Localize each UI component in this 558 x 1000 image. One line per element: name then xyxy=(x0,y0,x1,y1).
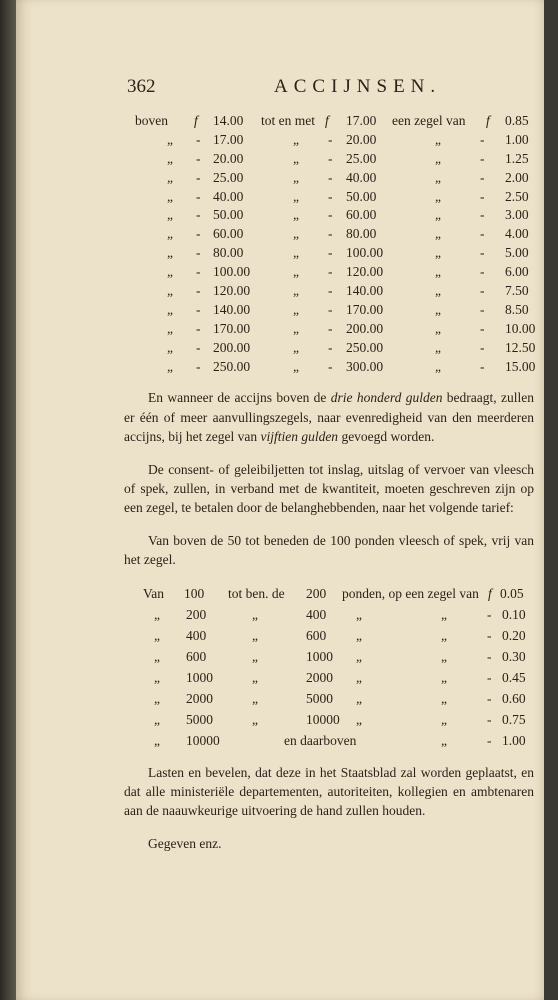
cell-stamp-value: 0.05 xyxy=(500,585,524,601)
dash-mark: - xyxy=(487,627,492,643)
cell-weight-to: 200 xyxy=(306,585,327,601)
cell-amount-from: 14.00 xyxy=(213,113,244,128)
dash-mark: - xyxy=(196,188,201,204)
cell-stamp-value: 0.45 xyxy=(502,669,526,685)
ditto-mark: „ xyxy=(441,627,447,643)
ditto-mark: „ xyxy=(435,339,441,355)
ditto-mark: „ xyxy=(356,606,362,622)
ditto-mark: „ xyxy=(435,207,441,223)
cell-van: Van xyxy=(143,585,164,601)
cell-weight-from: 1000 xyxy=(186,669,213,685)
cell-amount-from: 17.00 xyxy=(213,131,244,147)
cell-stamp-value: 7.50 xyxy=(505,283,529,299)
ditto-mark: „ xyxy=(293,320,299,336)
table-row xyxy=(124,667,534,688)
florin-sign: f xyxy=(486,113,490,128)
dash-mark: - xyxy=(480,339,485,355)
dash-mark: - xyxy=(328,169,333,185)
florin-sign: f xyxy=(325,113,329,128)
dash-mark: - xyxy=(480,169,485,185)
table-row xyxy=(124,301,534,320)
ditto-mark: „ xyxy=(293,188,299,204)
dash-mark: - xyxy=(480,207,485,223)
dash-mark: - xyxy=(328,283,333,299)
cell-stamp-value: 1.25 xyxy=(505,150,529,166)
table-row xyxy=(124,263,534,282)
cell-stamp-value: 2.50 xyxy=(505,188,529,204)
cell-weight-to: 2000 xyxy=(306,669,333,685)
ditto-mark: „ xyxy=(356,690,362,706)
cell-amount-from: 25.00 xyxy=(213,169,244,185)
cell-stamp-value: 12.50 xyxy=(505,339,536,355)
table-row xyxy=(124,282,534,301)
ditto-mark: „ xyxy=(435,264,441,280)
cell-connector: tot en met xyxy=(261,113,315,128)
ditto-mark: „ xyxy=(167,207,173,223)
table-row xyxy=(124,583,534,604)
ditto-mark: „ xyxy=(167,188,173,204)
cell-weight-to: en daarboven xyxy=(284,732,357,748)
dash-mark: - xyxy=(196,131,201,147)
dash-mark: - xyxy=(196,301,201,317)
table-row xyxy=(124,150,534,169)
dash-mark: - xyxy=(328,226,333,242)
ditto-mark: „ xyxy=(435,320,441,336)
cell-amount-to: 300.00 xyxy=(346,358,384,374)
paragraph-text: bedraagt, zullen er één of meer aanvullingszegels, naar evenredigheid van den meerderen accijns, bij het zegel van xyxy=(124,390,534,444)
ditto-mark: „ xyxy=(252,606,258,622)
cell-weight-to: 600 xyxy=(306,627,327,643)
dash-mark: - xyxy=(328,301,333,317)
ditto-mark: „ xyxy=(293,283,299,299)
cell-amount-from: 80.00 xyxy=(213,245,244,261)
cell-stamp-value: 15.00 xyxy=(505,358,536,374)
ditto-mark: „ xyxy=(252,648,258,664)
ditto-mark: „ xyxy=(435,358,441,374)
cell-amount-to: 80.00 xyxy=(346,226,377,242)
dash-mark: - xyxy=(196,150,201,166)
dash-mark: - xyxy=(480,245,485,261)
table-row xyxy=(124,709,534,730)
cell-amount-to: 25.00 xyxy=(346,150,377,166)
cell-amount-from: 200.00 xyxy=(213,339,251,355)
dash-mark: - xyxy=(196,264,201,280)
ditto-mark: „ xyxy=(441,669,447,685)
ditto-mark: „ xyxy=(154,690,160,706)
dash-mark: - xyxy=(328,358,333,374)
ditto-mark: „ xyxy=(167,264,173,280)
ditto-mark: „ xyxy=(435,283,441,299)
ditto-mark: „ xyxy=(167,301,173,317)
cell-amount-to: 20.00 xyxy=(346,131,377,147)
cell-stamp-value: 0.20 xyxy=(502,627,526,643)
dash-mark: - xyxy=(196,207,201,223)
table-row xyxy=(124,339,534,358)
cell-amount-from: 20.00 xyxy=(213,150,244,166)
cell-stamp-value: 0.75 xyxy=(502,711,526,727)
ditto-mark: „ xyxy=(154,627,160,643)
cell-weight-from: 600 xyxy=(186,648,207,664)
book-spine xyxy=(0,0,16,1000)
dash-mark: - xyxy=(196,169,201,185)
cell-lead: boven xyxy=(135,113,168,128)
dash-mark: - xyxy=(196,320,201,336)
table-row xyxy=(124,131,534,150)
dash-mark: - xyxy=(196,358,201,374)
table-row xyxy=(124,320,534,339)
cell-amount-from: 120.00 xyxy=(213,283,251,299)
dash-mark: - xyxy=(196,339,201,355)
ditto-mark: „ xyxy=(435,150,441,166)
dash-mark: - xyxy=(196,226,201,242)
ditto-mark: „ xyxy=(441,606,447,622)
ditto-mark: „ xyxy=(167,245,173,261)
ditto-mark: „ xyxy=(252,711,258,727)
dash-mark: - xyxy=(480,131,485,147)
dash-mark: - xyxy=(487,606,492,622)
cell-connector: tot ben. de xyxy=(228,585,285,601)
page-content xyxy=(124,112,534,866)
cell-stamp-value: 0.60 xyxy=(502,690,526,706)
cell-amount-from: 60.00 xyxy=(213,226,244,242)
dash-mark: - xyxy=(487,690,492,706)
cell-amount-to: 200.00 xyxy=(346,320,384,336)
table-row xyxy=(124,112,534,131)
cell-amount-to: 140.00 xyxy=(346,283,384,299)
paragraph-text: gevoegd worden. xyxy=(338,428,435,444)
florin-sign: f xyxy=(488,585,492,601)
cell-stamp-value: 0.30 xyxy=(502,648,526,664)
cell-stamp-value: 1.00 xyxy=(505,131,529,147)
book-page xyxy=(16,0,544,1000)
table-row xyxy=(124,625,534,646)
table-row xyxy=(124,225,534,244)
ditto-mark: „ xyxy=(435,131,441,147)
ditto-mark: „ xyxy=(167,131,173,147)
dash-mark: - xyxy=(487,711,492,727)
dash-mark: - xyxy=(480,320,485,336)
ditto-mark: „ xyxy=(154,606,160,622)
cell-stamp-label: ponden, op een zegel van xyxy=(342,585,479,601)
cell-amount-to: 250.00 xyxy=(346,339,384,355)
paragraph-text: En wanneer de accijns boven de xyxy=(148,390,331,406)
ditto-mark: „ xyxy=(154,732,160,748)
cell-weight-to: 1000 xyxy=(306,648,333,664)
ditto-mark: „ xyxy=(293,339,299,355)
cell-weight-to: 5000 xyxy=(306,690,333,706)
table-row xyxy=(124,169,534,188)
ditto-mark: „ xyxy=(293,301,299,317)
ditto-mark: „ xyxy=(167,226,173,242)
ditto-mark: „ xyxy=(154,711,160,727)
dash-mark: - xyxy=(480,188,485,204)
cell-weight-from: 5000 xyxy=(186,711,213,727)
paragraph-consent: De consent- of geleibiljetten tot inslag, uitslag of vervoer van vleesch of spek, zullen, in verband met de kwantiteit, moeten geschreven zijn op een zegel, te betalen door de belanghebbenden, naar het volgende tarief: xyxy=(124,461,534,515)
cell-stamp-value: 8.50 xyxy=(505,301,529,317)
cell-weight-from: 10000 xyxy=(186,732,220,748)
paragraph-surcharge xyxy=(124,388,534,446)
cell-stamp-value: 6.00 xyxy=(505,264,529,280)
ditto-mark: „ xyxy=(293,169,299,185)
table-row xyxy=(124,730,534,751)
page-number: 362 xyxy=(127,76,156,97)
ditto-mark: „ xyxy=(435,169,441,185)
table-row xyxy=(124,188,534,207)
ditto-mark: „ xyxy=(293,150,299,166)
cell-amount-to: 40.00 xyxy=(346,169,377,185)
cell-stamp-value: 0.10 xyxy=(502,606,526,622)
cell-amount-from: 40.00 xyxy=(213,188,244,204)
stamp-duty-table xyxy=(124,112,534,376)
ditto-mark: „ xyxy=(441,690,447,706)
dash-mark: - xyxy=(196,283,201,299)
table-row xyxy=(124,688,534,709)
ditto-mark: „ xyxy=(167,169,173,185)
table-row xyxy=(124,646,534,667)
dash-mark: - xyxy=(328,245,333,261)
ditto-mark: „ xyxy=(293,264,299,280)
dash-mark: - xyxy=(480,264,485,280)
cell-amount-to: 120.00 xyxy=(346,264,384,280)
ditto-mark: „ xyxy=(167,320,173,336)
ditto-mark: „ xyxy=(252,627,258,643)
cell-stamp-value: 4.00 xyxy=(505,226,529,242)
ditto-mark: „ xyxy=(167,339,173,355)
ditto-mark: „ xyxy=(435,301,441,317)
running-head: ACCIJNSEN. xyxy=(274,76,442,97)
table-row xyxy=(124,244,534,263)
cell-stamp-value: 1.00 xyxy=(502,732,526,748)
dash-mark: - xyxy=(487,732,492,748)
cell-stamp-value: 0.85 xyxy=(505,113,529,128)
ditto-mark: „ xyxy=(252,690,258,706)
ditto-mark: „ xyxy=(293,358,299,374)
cell-weight-from: 400 xyxy=(186,627,207,643)
paragraph-closing: Gegeven enz. xyxy=(148,835,222,851)
cell-amount-to: 17.00 xyxy=(346,113,377,128)
ditto-mark: „ xyxy=(293,245,299,261)
florin-sign: f xyxy=(194,113,198,128)
cell-weight-to: 10000 xyxy=(306,711,340,727)
cell-stamp-value: 3.00 xyxy=(505,207,529,223)
paragraph-enactment: Lasten en bevelen, dat deze in het Staatsblad zal worden geplaatst, en dat alle ministeriële departementen, autoriteiten, kollegien en ambtenaren aan de naauwkeurige uitvoering de hand zullen houden. xyxy=(124,764,534,818)
table-row xyxy=(124,206,534,225)
ditto-mark: „ xyxy=(435,245,441,261)
dash-mark: - xyxy=(196,245,201,261)
cell-stamp-label: een zegel van xyxy=(392,113,466,128)
cell-amount-to: 60.00 xyxy=(346,207,377,223)
table-row xyxy=(124,604,534,625)
ditto-mark: „ xyxy=(356,669,362,685)
dash-mark: - xyxy=(480,226,485,242)
ditto-mark: „ xyxy=(441,648,447,664)
cell-amount-to: 100.00 xyxy=(346,245,384,261)
weight-tariff-table xyxy=(124,583,534,751)
ditto-mark: „ xyxy=(293,207,299,223)
dash-mark: - xyxy=(480,283,485,299)
cell-weight-from: 100 xyxy=(184,585,205,601)
dash-mark: - xyxy=(480,150,485,166)
cell-amount-from: 170.00 xyxy=(213,320,251,336)
dash-mark: - xyxy=(487,648,492,664)
cell-stamp-value: 10.00 xyxy=(505,320,536,336)
cell-amount-from: 250.00 xyxy=(213,358,251,374)
cell-amount-from: 50.00 xyxy=(213,207,244,223)
dash-mark: - xyxy=(328,339,333,355)
dash-mark: - xyxy=(328,188,333,204)
dash-mark: - xyxy=(480,358,485,374)
ditto-mark: „ xyxy=(441,732,447,748)
dash-mark: - xyxy=(487,669,492,685)
ditto-mark: „ xyxy=(435,188,441,204)
dash-mark: - xyxy=(328,150,333,166)
dash-mark: - xyxy=(328,207,333,223)
cell-amount-to: 170.00 xyxy=(346,301,384,317)
ditto-mark: „ xyxy=(167,283,173,299)
cell-weight-from: 2000 xyxy=(186,690,213,706)
ditto-mark: „ xyxy=(167,150,173,166)
ditto-mark: „ xyxy=(441,711,447,727)
ditto-mark: „ xyxy=(356,711,362,727)
cell-weight-to: 400 xyxy=(306,606,327,622)
table-row xyxy=(124,358,534,377)
cell-stamp-value: 2.00 xyxy=(505,169,529,185)
dash-mark: - xyxy=(328,131,333,147)
ditto-mark: „ xyxy=(356,627,362,643)
dash-mark: - xyxy=(328,264,333,280)
cell-amount-to: 50.00 xyxy=(346,188,377,204)
ditto-mark: „ xyxy=(154,648,160,664)
ditto-mark: „ xyxy=(154,669,160,685)
ditto-mark: „ xyxy=(293,226,299,242)
ditto-mark: „ xyxy=(167,358,173,374)
cell-weight-from: 200 xyxy=(186,606,207,622)
cell-stamp-value: 5.00 xyxy=(505,245,529,261)
paragraph-italic: vijftien gulden xyxy=(260,428,339,444)
cell-amount-from: 140.00 xyxy=(213,301,251,317)
ditto-mark: „ xyxy=(252,669,258,685)
ditto-mark: „ xyxy=(356,648,362,664)
dash-mark: - xyxy=(480,301,485,317)
cell-amount-from: 100.00 xyxy=(213,264,251,280)
ditto-mark: „ xyxy=(293,131,299,147)
paragraph-exemption: Van boven de 50 tot beneden de 100 ponden vleesch of spek, vrij van het zegel. xyxy=(124,532,534,567)
paragraph-italic: drie honderd gulden xyxy=(330,390,443,406)
dash-mark: - xyxy=(328,320,333,336)
page-edge xyxy=(544,0,558,1000)
ditto-mark: „ xyxy=(435,226,441,242)
page-header xyxy=(16,76,544,100)
